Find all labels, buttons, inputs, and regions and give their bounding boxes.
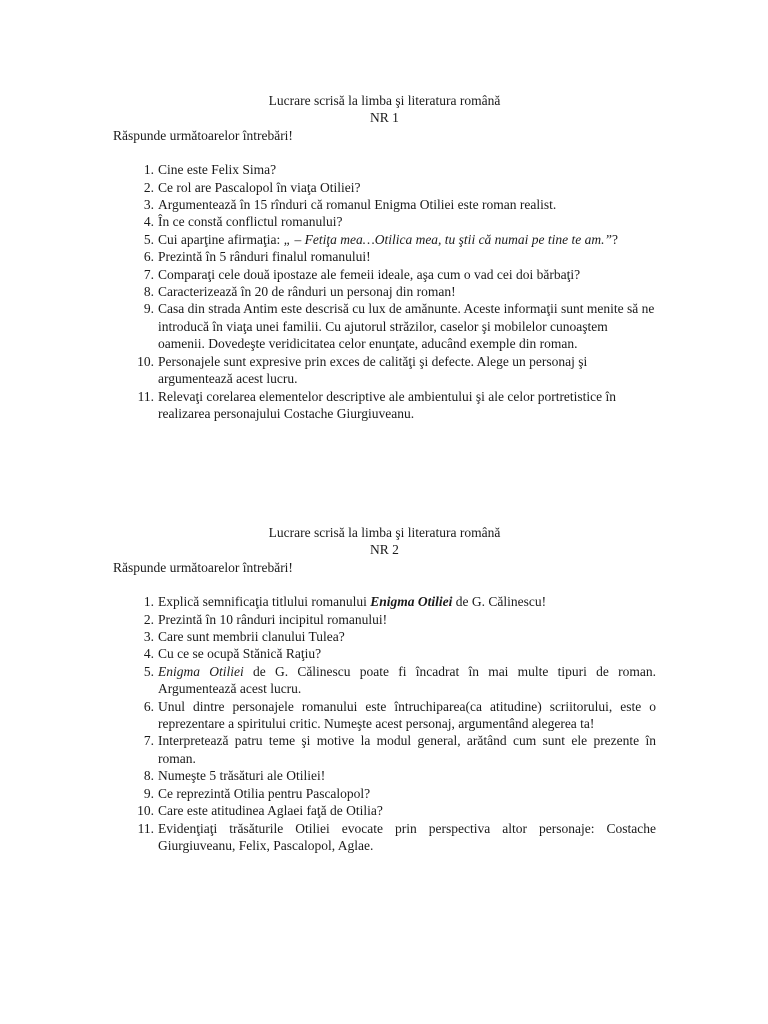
question-number: 5. — [143, 663, 154, 679]
question-item — [113, 248, 656, 265]
question-item — [113, 353, 656, 388]
question-item — [113, 300, 656, 352]
question-text-lead: Cui aparţine afirmaţia: — [158, 231, 284, 247]
question-item — [113, 767, 656, 784]
section-instruction: Răspunde următoarelor întrebări! — [113, 127, 293, 143]
question-text: Interpretează patru teme şi motive la modul general, arătând cum sunt ele prezente în roman. — [158, 733, 656, 766]
question-item — [113, 283, 656, 300]
question-item — [113, 820, 656, 855]
question-text: Numeşte 5 trăsături ale Otiliei! — [158, 768, 326, 784]
question-text: Caracterizează în 20 de rânduri un personaj din roman! — [158, 284, 456, 300]
question-number: 11. — [137, 388, 154, 404]
question-item — [113, 802, 656, 819]
question-number: 6. — [143, 698, 154, 714]
question-number: 9. — [143, 301, 154, 317]
question-number: 5. — [143, 231, 154, 247]
question-text-tail: ? — [612, 231, 619, 247]
question-text: Prezintă în 10 rânduri incipitul romanului! — [158, 611, 388, 627]
question-number: 1. — [143, 162, 154, 178]
question-item — [113, 231, 656, 248]
section-instruction: Răspunde următoarelor întrebări! — [113, 559, 293, 575]
section-title: Lucrare scrisă la limba şi literatura română — [268, 525, 501, 540]
question-number: 3. — [143, 629, 154, 645]
question-item — [113, 179, 656, 196]
question-item — [113, 663, 656, 698]
question-number: 4. — [143, 214, 154, 230]
question-text: Ce rol are Pascalopol în viaţa Otiliei? — [158, 179, 361, 195]
question-number: 1. — [143, 594, 154, 610]
section-title: Lucrare scrisă la limba şi literatura română — [268, 93, 501, 108]
question-number: 7. — [143, 733, 154, 749]
question-item — [113, 593, 656, 610]
question-number: 6. — [143, 249, 154, 265]
question-text-tail: de G. Călinescu poate fi încadrat în mai multe tipuri de roman. Argumentează acest lucru. — [158, 663, 656, 697]
novel-title: Enigma Otiliei — [370, 594, 453, 610]
question-text: Cu ce se ocupă Stănică Raţiu? — [158, 646, 322, 662]
question-number: 7. — [143, 266, 154, 282]
question-text: Argumentează în 15 rînduri că romanul Enigma Otiliei este roman realist. — [158, 197, 557, 213]
question-item — [113, 611, 656, 628]
question-text: Unul dintre personajele romanului este întruchiparea(ca atitudine) scriitorului, este o reprezentare a spiritului critic. Numeşte acest personaj, argumentând alegerea ta! — [158, 698, 656, 732]
question-item — [113, 161, 656, 178]
question-text: În ce constă conflictul romanului? — [158, 214, 343, 230]
question-item — [113, 645, 656, 662]
question-list — [113, 161, 656, 422]
question-text: Evidenţiaţi trăsăturile Otiliei evocate prin perspectiva altor personaje: Costache Giurgiuveanu, Felix, Pascalopol, Aglae. — [158, 820, 656, 853]
test-section-2 — [113, 524, 656, 854]
section-number: NR 1 — [370, 110, 399, 126]
novel-title: Enigma Otiliei — [158, 663, 244, 679]
question-item — [113, 388, 656, 423]
question-text: Care sunt membrii clanului Tulea? — [158, 629, 345, 645]
question-number: 4. — [143, 646, 154, 662]
question-item — [113, 628, 656, 645]
question-item — [113, 698, 656, 733]
question-item — [113, 785, 656, 802]
question-text: Casa din strada Antim este descrisă cu lux de amănunte. Aceste informaţii sunt menite să ne introducă în viaţa unei familii. Cu ajutorul străzilor, caselor şi mobilelor cunoaştem oamenii. Dovedeşte veridicitatea celor enunţate, aducând exemple din roman. — [158, 301, 655, 352]
question-item — [113, 266, 656, 283]
question-item — [113, 732, 656, 767]
question-text: Relevaţi corelarea elementelor descriptive ale ambientului şi ale celor portretistice în realizarea personajului Costache Giurgiuveanu. — [158, 388, 617, 421]
question-number: 11. — [137, 820, 154, 836]
question-text: Prezintă în 5 rânduri finalul romanului! — [158, 249, 371, 265]
question-item — [113, 213, 656, 230]
question-number: 8. — [143, 284, 154, 300]
question-text-lead: Explică semnificaţia titlului romanului — [158, 594, 371, 610]
question-text: Cine este Felix Sima? — [158, 162, 277, 178]
question-number: 2. — [143, 179, 154, 195]
test-section-1 — [113, 92, 656, 422]
question-text-tail: de G. Călinescu! — [452, 594, 547, 610]
question-number: 2. — [143, 611, 154, 627]
question-list — [113, 593, 656, 854]
question-text: Personajele sunt expresive prin exces de calităţi şi defecte. Alege un personaj şi argumentează acest lucru. — [158, 353, 588, 387]
question-item — [113, 196, 656, 213]
question-number: 3. — [143, 197, 154, 213]
question-quote: „ – Fetiţa mea…Otilica mea, tu ştii că numai pe tine te am.” — [283, 231, 613, 247]
question-number: 10. — [137, 353, 154, 369]
section-number: NR 2 — [370, 542, 399, 558]
question-text: Comparaţi cele două ipostaze ale femeii ideale, aşa cum o vad cei doi bărbaţi? — [158, 266, 581, 282]
question-text: Care este atitudinea Aglaei faţă de Otilia? — [158, 803, 383, 819]
question-number: 8. — [143, 768, 154, 784]
question-number: 10. — [137, 803, 154, 819]
question-number: 9. — [143, 785, 154, 801]
question-text: Ce reprezintă Otilia pentru Pascalopol? — [158, 785, 371, 801]
